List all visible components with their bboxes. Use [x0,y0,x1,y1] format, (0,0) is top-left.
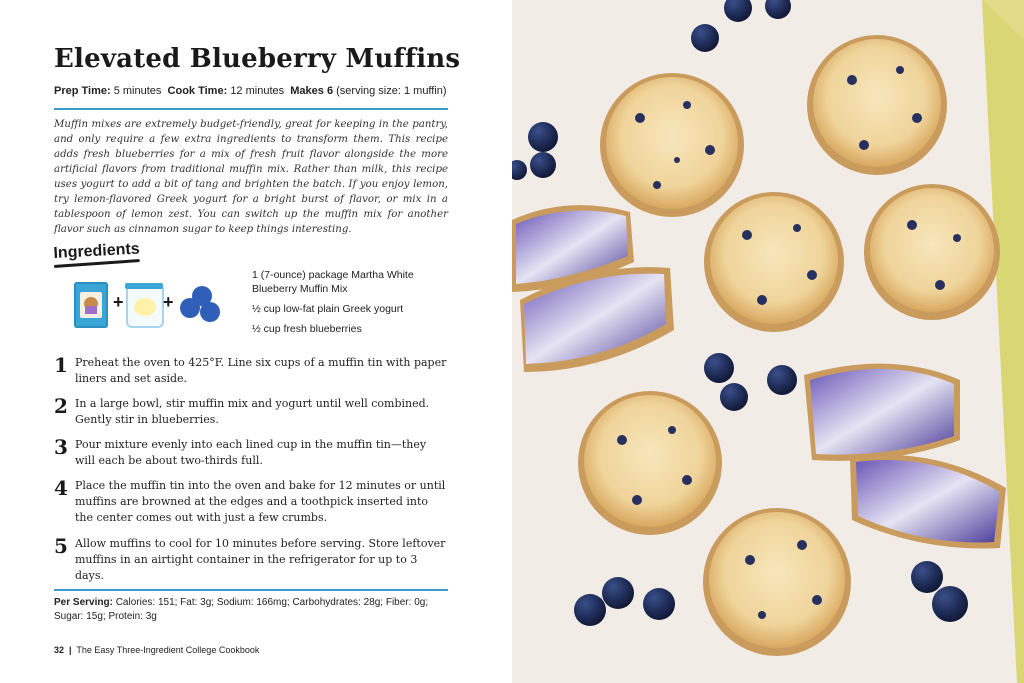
step-number: 5 [54,534,68,558]
ingredient-item: ½ cup fresh blueberries [252,323,362,335]
plus-icon: + [163,292,174,312]
step-number: 2 [54,394,68,418]
muffin-mix-box-icon [74,282,108,328]
yogurt-cup-icon [126,286,164,328]
step-text: Allow muffins to cool for 10 minutes before serving. Store leftover muffins in an airtight container in the refrigerator for up to 3 days. [75,537,446,582]
cook-time-label: Cook Time: [167,85,228,97]
muffin [578,391,722,535]
ingredients-list [252,268,452,342]
prep-time-value: 5 minutes [113,85,162,97]
step-text: In a large bowl, stir muffin mix and yogurt until well combined. Gently stir in blueberries. [75,397,430,426]
muffins-photo [512,0,1024,683]
recipe-meta [54,85,447,97]
step-number: 4 [54,476,68,500]
prep-time-label: Prep Time: [54,85,111,97]
serving-size: (serving size: 1 muffin) [336,85,447,97]
bottom-divider [54,589,448,591]
per-serving-label: Per Serving: [54,597,113,608]
book-title: The Easy Three-Ingredient College Cookbook [76,645,260,655]
plus-icon: + [113,292,124,312]
recipe-title: Elevated Blueberry Muffins [54,44,461,74]
muffin [864,184,1000,320]
makes-label: Makes 6 [290,85,334,97]
step-text: Preheat the oven to 425°F. Line six cups of a muffin tin with paper liners and set aside. [75,356,447,385]
step-text: Place the muffin tin into the oven and bake for 12 minutes or until muffins are browned at the edges and a toothpick inserted into the center comes out with just a few crumbs. [75,479,446,524]
cook-time-value: 12 minutes [230,85,285,97]
step-text: Pour mixture evenly into each lined cup in the muffin tin—they will each be about two-thirds full. [75,438,427,467]
muffins-photo-illustration [512,0,1024,683]
step-number: 3 [54,435,68,459]
page-number: 32 [54,645,65,655]
step-number: 1 [54,353,68,377]
ingredient-item: 1 (7-ounce) package Martha White Blueberry Muffin Mix [252,269,414,295]
ingredient-icons [74,282,224,328]
muffin [703,508,851,656]
muffin [600,73,744,217]
page-footer [54,645,259,655]
muffin [807,35,947,175]
ingredient-item: ½ cup low-fat plain Greek yogurt [252,303,404,315]
top-divider [54,108,448,110]
per-serving-values: Calories: 151; Fat: 3g; Sodium: 166mg; Carbohydrates: 28g; Fiber: 0g; Sugar: 15g; Protein: 3g [54,597,429,622]
muffin [704,192,844,332]
nutrition-info [54,596,448,624]
ingredients-heading: Ingredients [53,240,141,263]
footer-separator: | [69,645,72,655]
recipe-intro: Muffin mixes are extremely budget-friendly, great for keeping in the pantry, and only require a few extra ingredients to transform them. This recipe adds fresh blueberries for a mix of fresh fruit flavor alongside the more artificial flavors from traditional muffin mix. Rather than milk, this recipe uses yogurt to add a bit of tang and brighten the batch. If you enjoy lemon, try lemon-flavored Greek yogurt for a bright burst of flavor, or mix in a tablespoon of lemon zest. You can switch up the muffin mix for another flavor such as cinnamon sugar to keep things interesting. [54,119,448,235]
